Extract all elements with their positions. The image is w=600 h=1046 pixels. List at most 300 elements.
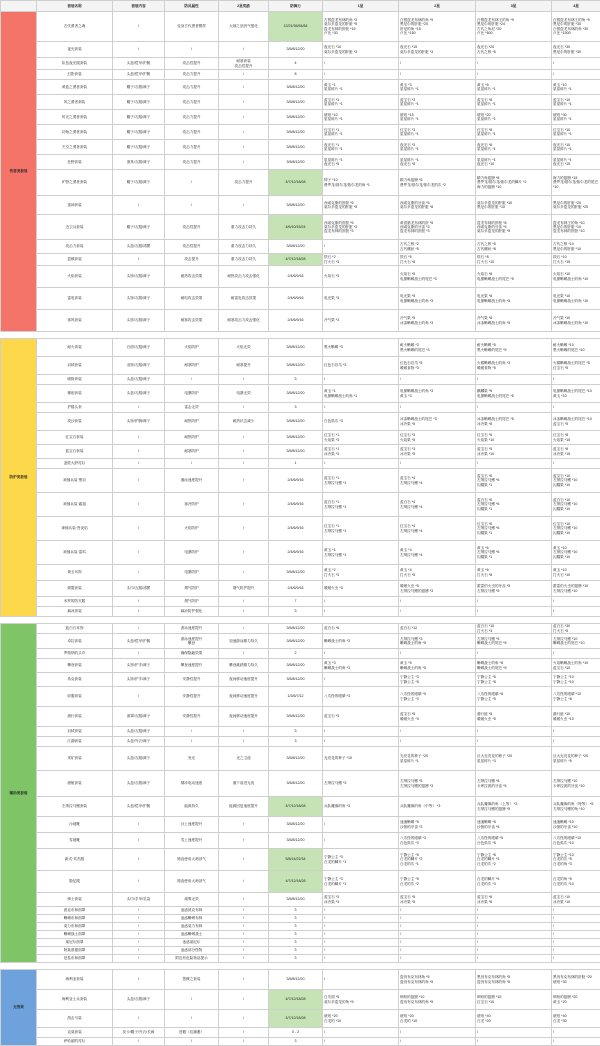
defense-cell: 1/3/5/7/12 [269,687,323,707]
table-row [1,469,600,493]
star2-cell: 铁石 *5 打火石 *8 [399,254,476,266]
defense-cell: 3/5/8/12/20 [269,771,323,797]
table-row [1,947,600,955]
two-star-bonus-cell: \ [219,915,269,923]
set-content-cell: \ [113,849,165,871]
two-star-bonus-cell: 重力攻击力持久 [219,240,269,254]
star1-cell: 蓝宝石 *3 冰冷果 *3 [323,893,399,907]
star1-cell: \ [323,970,399,990]
star4-cell: 蓝宝石 *10 左纳拉马鳍 *10 闪耀果 *10 [552,469,600,493]
star1-cell: 琥珀 *10 星星碎片 *1 [323,110,399,125]
two-star-bonus-cell: 夜间移动速度提升 [219,673,269,687]
star4-cell: 冰冻蜥蜴战士的尾巴 *10 蓝宝石 *5 [552,413,600,431]
table-row [1,624,600,634]
star1-cell: 红宝石 *1 左纳拉马鳍 *1 [323,517,399,541]
star3-cell: 蓝白石 *10 打火石 *3 [476,624,552,634]
armor-attribute-cell: 耐热防护 [165,431,219,445]
star1-cell: 西诺克斯的肝脏 *5 莫尔多盗龙的肝脏 *3 盗龙布林的肝脏 *3 [323,215,399,240]
defense-cell: 4 [269,58,323,70]
star3-cell: 巨大光亮花的种子 *20 星星碎片 *3 [476,747,552,771]
set-name-cell: 攻沙套装 [37,413,113,431]
star1-cell: \ [323,947,399,955]
table-row [1,310,600,332]
table-row [1,955,600,963]
table-row [1,110,600,125]
star2-cell: \ [399,649,476,659]
defense-cell: 3/5/8/12/20 [269,565,323,581]
star3-cell: 精力角翅膀 *8 费罗龙/基尔龙/基尔龙的鳞片 *2 海力的翅膀 *10 [476,170,552,196]
set-name-cell: 米罗的防灾服 [37,597,113,607]
star3-cell: 白银盗龙布林王的角 *9 黑尼尔的肝脏 *24 古代之角尼 *20 卢比 *600 [476,12,552,42]
armor-attribute-cell: 攻击性提升 [165,215,219,240]
armor-attribute-cell: 火焰防护 [165,517,219,541]
star3-cell: \ [476,907,552,915]
armor-attribute-cell: \ [165,196,219,215]
set-content-cell: \ [113,445,165,459]
defense-cell: 5/8/14/22/34 [269,849,323,871]
star4-cell: 宁静公主 *10 宁静公主 *10 [552,673,600,687]
set-name-cell: 采矿套装 [37,747,113,771]
set-content-cell: 帽子/衣服/裤子 [113,110,165,125]
armor-attribute-cell: 赫凉防护强化 [165,607,219,617]
star1-cell: 星星碎片 *1 夜光石 *5 [323,155,399,170]
table-row [1,493,600,517]
star1-cell: 蓝宝石 *1 左纳拉马鳍 *1 [323,469,399,493]
two-star-bonus-cell: 光之卫道 [219,747,269,771]
set-content-cell: \ [113,687,165,707]
set-content-cell: 帽子/衣服/裤子 [113,170,165,196]
defense-cell: 2/4/6/9/16 [269,288,323,310]
star2-cell: 白银盗龙布林的角 *9 黑尼尔的肝脏 *20 肝尼的角 *15 卢比 *150 [399,12,476,42]
set-content-cell: 头盔/衣服/裤子 [113,990,165,1010]
set-name-cell: 罗格纳的头巾 [37,649,113,659]
star2-cell: \ [399,939,476,947]
defense-cell: 3/5/8/12/20 [269,659,323,673]
star2-cell: 暖暖火虫 *5 左纳拉马鳍的翅膀 *3 [399,581,476,597]
star4-cell: 火焰石 *10 电暴蜥蜴战士的角 *10 [552,266,600,288]
defense-cell: 2 [269,649,323,659]
star4-cell: \ [552,947,600,955]
star2-cell: 光亮花的种子 *20 星星碎片 *1 [399,747,476,771]
armor-attribute-cell: 耐热防护 [165,413,219,431]
armor-attribute-cell: \ [165,375,219,385]
armor-attribute-cell: 耐电攻击效果 [165,288,219,310]
defense-cell: 3/5/8/12/20 [269,634,323,649]
table-row [1,565,600,581]
defense-cell: 2/4/6/9/16 [269,517,323,541]
star2-cell: \ [399,923,476,931]
two-star-bonus-cell: \ [219,431,269,445]
armor-attribute-cell: 攻击力提升 [165,110,219,125]
star1-cell: \ [323,833,399,849]
two-star-bonus-cell: 攀登跳跃精力持久 [219,659,269,673]
star1-cell: 黑火蜥蜴 *3 [323,339,399,357]
set-content-cell: 羽饰/衣服/裤子 [113,357,165,375]
star3-cell: 铜铅的翅膀 *15 红宝石 *10 [476,990,552,1010]
star2-cell: \ [399,931,476,939]
star2-cell: 八爪怪的眼睛 *5 宁静公主 *3 [399,687,476,707]
star2-cell: 铜铅的翅膀 *10 盗伐布克布林的角 *5 [399,990,476,1010]
star2-cell: 蓝宝石 *3 冰冷果 *5 [399,445,476,459]
star3-cell: \ [476,375,552,385]
star2-cell: \ [399,1038,476,1046]
set-name-cell: 潜行套装 [37,707,113,727]
two-star-bonus-cell: \ [219,893,269,907]
set-name-cell: 耐火套装 [37,339,113,357]
armor-attribute-cell: 攻击性提升 [165,240,219,254]
table-row [1,431,600,445]
set-content-cell: 头饰/护手/裤子 [113,673,165,687]
star1-cell: 蜥蜴战士的角 *3 [323,634,399,649]
set-content-cell: 头盔/衣服/裙摆 [113,240,165,254]
table-row [1,80,600,95]
category-cell: 防护类套装 [1,339,37,617]
table-row [1,581,600,597]
defense-cell: 3 [269,403,323,413]
two-star-bonus-cell: \ [219,833,269,849]
two-star-bonus-cell: \ [219,125,269,140]
category-cell: 伤害类套装 [1,12,37,332]
star2-cell: 蓝白石 *12 [399,624,476,634]
star2-cell: \ [399,459,476,469]
star3-cell: \ [476,607,552,617]
star4-cell: 蓝白石 *30 打火石 *5 [552,624,600,634]
table-row [1,357,600,375]
armor-attribute-cell: 耐寒防护 [165,357,219,375]
armor-attribute-cell: 烟气防护 [165,597,219,607]
category-cell: 无效果 [1,970,37,1046]
armor-attribute-cell: 攻击力提升 [165,155,219,170]
star3-cell: \ [476,403,552,413]
star1-cell: \ [323,403,399,413]
table-row [1,385,600,403]
set-content-cell: 帽子/衣服/裤子 [113,95,165,110]
star4-cell: 蓝宝石 *8 冰冷果 *15 [552,445,600,459]
star3-cell: 电光果 *8 电暴蜥蜴战士的角 *5 [476,288,552,310]
star2-cell: 精力角翅膀 *5 费罗龙/基尔龙/基尔龙的爪 *2 [399,170,476,196]
table-row [1,607,600,617]
two-star-bonus-cell: 电暴无效 [219,385,269,403]
set-name-cell: 隐忆服 [37,871,113,893]
star3-cell: 速速蜥蜴 *8 沙狼的牙齿 *5 [476,817,552,833]
star1-cell: 宁静公主 *3 白龙的鳞片 *1 [323,871,399,893]
two-star-bonus-cell: \ [219,737,269,747]
star2-cell: \ [399,1028,476,1038]
star2-cell: 黄玉 *4 左纳拉马鳍 *4 [399,541,476,565]
two-star-bonus-cell: \ [219,817,269,833]
star4-cell: \ [552,1028,600,1038]
star1-cell: 兵队魔像的角 *3 [323,797,399,817]
defense-cell: 7 [269,597,323,607]
star3-cell: \ [476,915,552,923]
armor-attribute-cell: \ [165,737,219,747]
star1-cell: 蓝宝石 *1 冰冷果 *3 [323,445,399,459]
set-content-cell: 头盔/铠甲/护腿 [113,70,165,80]
star2-cell: 红色石后爪 *5 暖暖食物 *3 [399,357,476,375]
set-name-cell: 蓝白石耳饰 [37,624,113,634]
star2-cell: 黄玉 *5 蜥蜴战士的角 *5 [399,659,476,673]
star1-cell: 西诺克斯的肝脏 *5 莫尔多盗龙的肝脏 *5 [323,196,399,215]
table-row [1,339,600,357]
star1-cell: \ [323,1038,399,1046]
two-star-bonus-cell: 能源回复速度提升 [219,797,269,817]
set-name-cell: 雪地靴 [37,833,113,849]
star4-cell: 电暴蜥蜴战士的尾巴 *10 黄玉 *10 [552,385,600,403]
table-row [1,140,600,155]
set-name-cell: 近卫兵套装 [37,215,113,240]
table-row [1,797,600,817]
set-name-cell: 天空之勇者套装 [37,140,113,155]
star3-cell: 麒麟果 *5 电暴蜥蜴战士的尾巴 *5 [476,385,552,403]
defense-cell: 3 [269,947,323,955]
defense-cell: 3 [269,923,323,931]
star2-cell: 左纳拉马鳍 *5 左纳拉马鳍的翅膀 *3 [399,771,476,797]
set-content-cell: \ [113,493,165,517]
armor-attribute-cell: 变身古代勇者模样 [165,12,219,42]
armor-attribute-cell: 安静性提升 [165,673,219,687]
two-star-bonus-cell: \ [219,375,269,385]
two-star-bonus-cell: \ [219,196,269,215]
table-row [1,849,600,871]
star3-cell: 琥珀 *40 白龙 *20 [476,1010,552,1028]
star2-cell: 左纳拉马鳍 *3 蜥蜴战士的角 *5 [399,634,476,649]
set-content-cell: \ [113,871,165,893]
set-content-cell: 头巾/衣服/裙摆 [113,581,165,597]
two-star-bonus-cell: \ [219,990,269,1010]
armor-attribute-cell: 电暴防护 [165,565,219,581]
table-row [1,673,600,687]
star2-cell: 红宝石 *3 火焰果 *5 [399,431,476,445]
set-content-cell: \ [113,624,165,634]
set-content-cell: \ [113,907,165,915]
armor-attribute-cell: 梯冲电动速度 [165,771,219,797]
defense-cell: 3/5/8/12/20 [269,385,323,403]
armor-attribute-cell: 安静性提升 [165,687,219,707]
defense-cell: 2/4/6/9/16 [269,469,323,493]
star3-cell: \ [476,649,552,659]
set-content-cell: \ [113,607,165,617]
star1-cell: \ [323,58,399,70]
set-content-cell: \ [113,947,165,955]
star1-cell: 夜光石 *10 莫尔多盗龙的肝脏 *3 [323,42,399,58]
star1-cell: \ [323,1028,399,1038]
star3-cell: 蓝宝石 *8 冰冷果 *8 [476,893,552,907]
set-name-cell: 萨哈丽的衬衫 [37,1038,113,1046]
star1-cell: \ [323,939,399,947]
table-row [1,893,600,907]
armor-attribute-cell: 耐热攻击效果 [165,266,219,288]
star3-cell: \ [476,947,552,955]
set-name-cell: 护膝头套 [37,403,113,413]
star3-cell: 黄玉 *6 打火石 *8 [476,565,552,581]
star2-cell: \ [399,915,476,923]
star4-cell: 红宝石 *10 左纳拉马鳍 *10 闪耀果 *10 [552,517,600,541]
two-star-bonus-cell: \ [219,649,269,659]
set-content-cell: \ [113,955,165,963]
set-name-cell: 希克套装 [37,673,113,687]
group-separator [1,332,600,339]
armor-attribute-cell: \ [165,990,219,1010]
set-content-cell: 头盔/衣服/裤子 [113,771,165,797]
armor-attribute-cell: \ [165,459,219,469]
table-row [1,833,600,849]
star4-cell: 电光果 *10 电暴蜥蜴战士的角 *10 [552,288,600,310]
star2-cell: \ [399,727,476,737]
star2-cell: 夜光石 *15 莫尔多盗龙的肝脏 *3 [399,42,476,58]
set-name-cell: 队伍夜光服套装 [37,58,113,70]
set-content-cell: 头盔/衣服/裤子 [113,747,165,771]
two-star-bonus-cell: \ [219,42,269,58]
star4-cell: 火焰蜥蜴战士的角 *10 蓝宝石 *10 [552,659,600,673]
set-content-cell: 头饰/护胸/裤子 [113,413,165,431]
star3-cell: 蓝宝石 *5 冰冷果 *10 [476,445,552,459]
two-star-bonus-cell: \ [219,445,269,459]
defense-cell: 3 [269,1038,323,1046]
star1-cell: 蓝白石 *6 [323,624,399,634]
star1-cell: \ [323,649,399,659]
defense-cell: 2/4/6/9/16 [269,493,323,517]
set-name-cell: 神拥兵装·苍炎焰 [37,517,113,541]
star1-cell: 冷气果 *3 [323,310,399,332]
armor-attribute-cell: 附近有危险物品提示 [165,955,219,963]
star1-cell: \ [323,375,399,385]
star2-cell: 宁静公主 *3 宁静公主 *5 [399,673,476,687]
star4-cell: 琥珀 *40 白龙 *30 [552,1010,600,1028]
set-content-cell: 石面/衣服/裤子 [113,339,165,357]
star1-cell: 左纳拉马鳍 *3 [323,771,399,797]
set-content-cell: 面罩/衣服/裤子 [113,707,165,727]
set-content-cell: \ [113,459,165,469]
set-name-cell: 潜航套装 [37,771,113,797]
two-star-bonus-cell: \ [219,1028,269,1038]
star2-cell: \ [399,597,476,607]
table-row [1,413,600,431]
armor-attribute-cell: 寒冷防护 [165,493,219,517]
defense-cell: 4/7/12/18/28 [269,797,323,817]
armor-attribute-cell: 游泳速度提升 攀登 [165,634,219,649]
defense-cell: 4/7/12/18/28 [269,1010,323,1028]
set-content-cell: 头饰/护手/裤子 [113,659,165,673]
defense-cell: 3/5/8/12/20 [269,155,323,170]
set-name-cell: 风之勇者套装 [37,95,113,110]
table-row [1,196,600,215]
star2-cell: 蓝白石 *4 左纳拉马鳍 *4 [399,493,476,517]
star3-cell: 星星碎片 *1 夜光石 *10 [476,155,552,170]
star3-cell: 蓝宝石 *8 星星碎片 *1 [476,95,552,110]
two-star-bonus-cell: \ [219,565,269,581]
star4-cell: 白银盗龙布林王的角 *9 黑尼尔的肝脏 *30 白银盗龙布林的角 *30 卢比 *1500 [552,12,600,42]
star4-cell: 铁石 *10 打火石 *15 [552,254,600,266]
star3-cell: 耐火蜥蜴 *5 黑火蜥蜴的尾巴 *5 [476,339,552,357]
table-row [1,266,600,288]
armor-attribute-cell: 雷击无效 [165,403,219,413]
star1-cell: 蓝宝石 *1 星星碎片 *1 [323,95,399,110]
star3-cell: \ [476,1028,552,1038]
defense-cell: 3/5/8/12/20 [269,747,323,771]
defense-cell: 3/5/8/12/20 [269,445,323,459]
armor-attribute-cell: 攻击力提升 [165,70,219,80]
set-content-cell: 头盔/衣服/裤子 [113,727,165,737]
table-row [1,155,600,170]
table-row [1,771,600,797]
star1-cell: 蓝白石 *1 左纳拉马鳍 *1 [323,493,399,517]
star2-cell: 电光果 *5 电暴蜥蜴战士的角 *3 [399,288,476,310]
two-star-bonus-cell: \ [219,403,269,413]
star3-cell: 黑伐布克布林的角 *5 盗伐布克布林的角 *5 [476,970,552,990]
star1-cell: \ [323,931,399,939]
table-row [1,634,600,649]
set-content-cell: \ [113,517,165,541]
armor-attribute-cell: 雪上速度提升 [165,833,219,849]
star4-cell: 宁静公主 *10 白龙的爪 *5 白龙的角 *3 [552,849,600,871]
star3-cell: \ [476,58,552,70]
star1-cell: \ [323,923,399,931]
defense-cell: 3 [269,375,323,385]
set-name-cell: 克莫套装 [37,1028,113,1038]
star3-cell: 黄玉 *6 左纳拉马鳍 *6 闪耀果 *1 [476,541,552,565]
star4-cell: 黄玉 *10 星星碎片 *1 [552,80,600,95]
table-row [1,931,600,939]
set-name-cell: 红宝石套装 [37,431,113,445]
set-name-cell: 骑士套装 [37,893,113,907]
table-row [1,649,600,659]
star4-cell: 左纳拉马鳍 *10 蜥蜴战士的尾巴 *10 [552,634,600,649]
separator-cell [1,332,600,339]
set-name-cell: 夜光套装 [37,42,113,58]
header-cell: 防御力 [269,1,323,12]
header-cell: 防具属性 [165,1,219,12]
set-name-cell: 初始之勇者套装 [37,125,113,140]
star4-cell: 巨大光亮花的种子 *20 星星碎片 *5 [552,747,600,771]
star4-cell: 红宝石 *8 火焰果 *15 [552,431,600,445]
armor-attribute-cell: 简直使用大师剑气 [165,849,219,871]
header-cell: 套装内容 [113,1,165,12]
armor-attribute-cell: 攻击力提升 [165,95,219,110]
defense-cell: 2/4/6/9/16 [269,310,323,332]
star2-cell: 琥珀 *15 星星碎片 *1 [399,110,476,125]
two-star-bonus-cell: 加速游泳精力持久 [219,634,269,649]
set-content-cell: 头盔/外衣/裤子 [113,737,165,747]
star3-cell: \ [476,955,552,963]
set-content-cell: \ [113,12,165,42]
star2-cell: \ [399,375,476,385]
set-name-cell: 江湖套装 [37,737,113,747]
star4-cell: \ [552,727,600,737]
armor-attribute-cell: 迷惑莫力布林 [165,923,219,931]
star2-cell: \ [399,58,476,70]
set-content-cell: \ [113,254,165,266]
armor-attribute-cell: 电暴防护 [165,385,219,403]
star1-cell: 棒子 *10 费罗龙/基尔龙/基尔龙的角 *1 [323,170,399,196]
star1-cell: 红宝石 *1 星星碎片 *1 [323,125,399,140]
two-star-bonus-cell: 潜下前进无视 [219,771,269,797]
set-name-cell: 黄蓝之勇者套装 [37,80,113,95]
set-content-cell: 皮卡/帽子/外衣/长裤 [113,1028,165,1038]
star1-cell: \ [323,597,399,607]
star1-cell: 暖暖火虫 *3 [323,581,399,597]
defense-cell: 3 [269,939,323,947]
star3-cell: 兵队魔像的角（上等） *3 左纳拉马鳍的翅膀 *5 [476,797,552,817]
table-row [1,907,600,915]
table-row [1,517,600,541]
star2-cell: 耐火蜥蜴 *3 黑火蜥蜴的尾巴 *3 [399,339,476,357]
two-star-bonus-cell: 烟气防护提升 [219,581,269,597]
defense-cell: 2/4/6/9/16 [269,266,323,288]
table-body [1,12,600,1046]
table-row [1,445,600,459]
set-name-cell: 寒风套装 [37,310,113,332]
armor-attribute-cell: 回避（抗撞避） [165,1028,219,1038]
